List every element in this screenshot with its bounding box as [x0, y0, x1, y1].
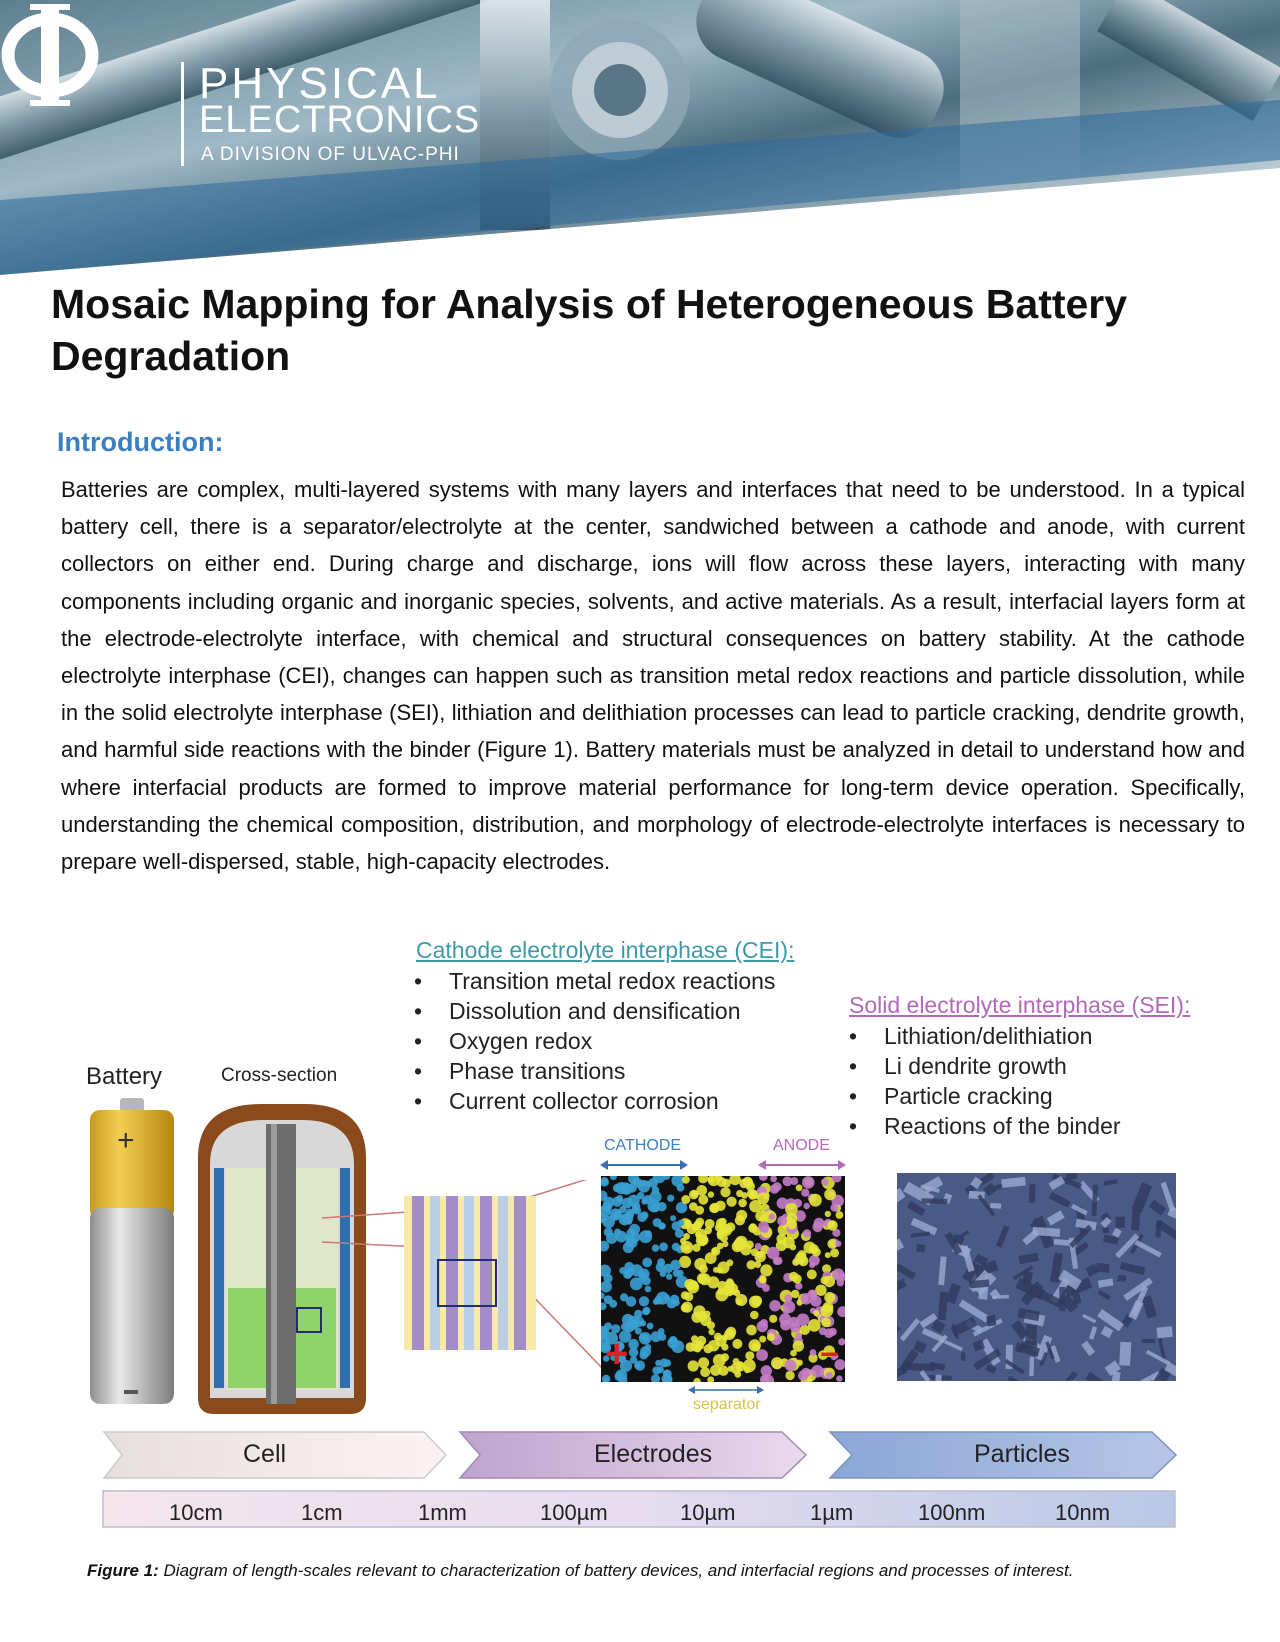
scale-tick: 100nm [918, 1500, 986, 1525]
list-item: • Phase transitions [414, 1058, 626, 1084]
brand-name-line2: ELECTRONICS [199, 99, 481, 141]
scale-tick: 1µm [810, 1500, 854, 1525]
list-item: • Lithiation/delithiation [849, 1023, 1093, 1049]
intro-heading: Introduction: [57, 427, 224, 457]
scale-tick: 10µm [680, 1500, 736, 1525]
sei-title: Solid electrolyte interphase (SEI): [849, 992, 1191, 1018]
scale-label-electrodes: Electrodes [594, 1440, 713, 1468]
brand-tagline: A DIVISION OF ULVAC-PHI [201, 144, 460, 165]
battery-plus-sign: + [117, 1124, 135, 1157]
negative-sign: − [820, 1336, 839, 1372]
brand-name-line1: PHYSICAL [199, 59, 441, 108]
logo-divider [181, 62, 184, 166]
list-item: • Li dendrite growth [849, 1053, 1067, 1079]
cei-title: Cathode electrolyte interphase (CEI): [416, 937, 795, 963]
caption-text: Diagram of length-scales relevant to characterization of battery devices, and interfacial regions and processes of interest. [158, 1561, 1074, 1580]
scale-tick: 10cm [169, 1500, 223, 1525]
positive-sign: + [605, 1332, 629, 1376]
figure-caption [87, 1561, 1074, 1581]
scale-tick: 1cm [301, 1500, 343, 1525]
header-banner [0, 0, 1280, 275]
scale-tick: 100µm [540, 1500, 608, 1525]
battery-label: Battery [86, 1063, 163, 1090]
list-item: • Oxygen redox [414, 1028, 593, 1054]
list-item: • Current collector corrosion [414, 1088, 719, 1114]
separator-label: separator [693, 1396, 761, 1413]
scale-label-particles: Particles [974, 1440, 1070, 1468]
phi-logo-icon [0, 0, 100, 110]
anode-label: ANODE [773, 1137, 830, 1154]
scale-tick: 10nm [1055, 1500, 1111, 1525]
scale-label-cell: Cell [243, 1440, 287, 1468]
intro-paragraph: Batteries are complex, multi-layered systems with many layers and interfaces that need to be understood. In a typical battery cell, there is a separator/electrolyte at the center, sandwiched between a cathode and anode, with current collectors on either end. During charge and discharge, ions will flow across these layers, interacting with many components including organic and inorganic species, solvents, and active materials. As a result, interfacial layers form at the electrode-electrolyte interface, with chemical and structural consequences on battery stability. At the cathode electrolyte interphase (CEI), changes can happen such as transition metal redox reactions and particle dissolution, while in the solid electrolyte interphase (SEI), lithiation and delithiation processes can lead to particle cracking, dendrite growth, and harmful side reactions with the binder (Figure 1). Battery materials must be analyzed in detail to understand how and where interfacial products are formed to improve material performance for long-term device operation. Specifically, understanding the chemical composition, distribution, and morphology of electrode-electrolyte interfaces is necessary to prepare well-dispersed, stable, high-capacity electrodes. [61, 477, 1245, 875]
scale-tick: 1mm [418, 1500, 467, 1525]
caption-label: Figure 1: [87, 1561, 159, 1580]
cross-section-label: Cross-section [221, 1065, 338, 1086]
list-item: • Reactions of the binder [849, 1113, 1121, 1139]
page-title: Mosaic Mapping for Analysis of Heterogeneous Battery Degradation [51, 281, 1128, 379]
list-item: • Particle cracking [849, 1083, 1053, 1109]
cathode-label: CATHODE [604, 1137, 682, 1154]
list-item: • Dissolution and densification [414, 998, 741, 1024]
list-item: • Transition metal redox reactions [414, 968, 776, 994]
header-machinery-image [0, 0, 1280, 275]
